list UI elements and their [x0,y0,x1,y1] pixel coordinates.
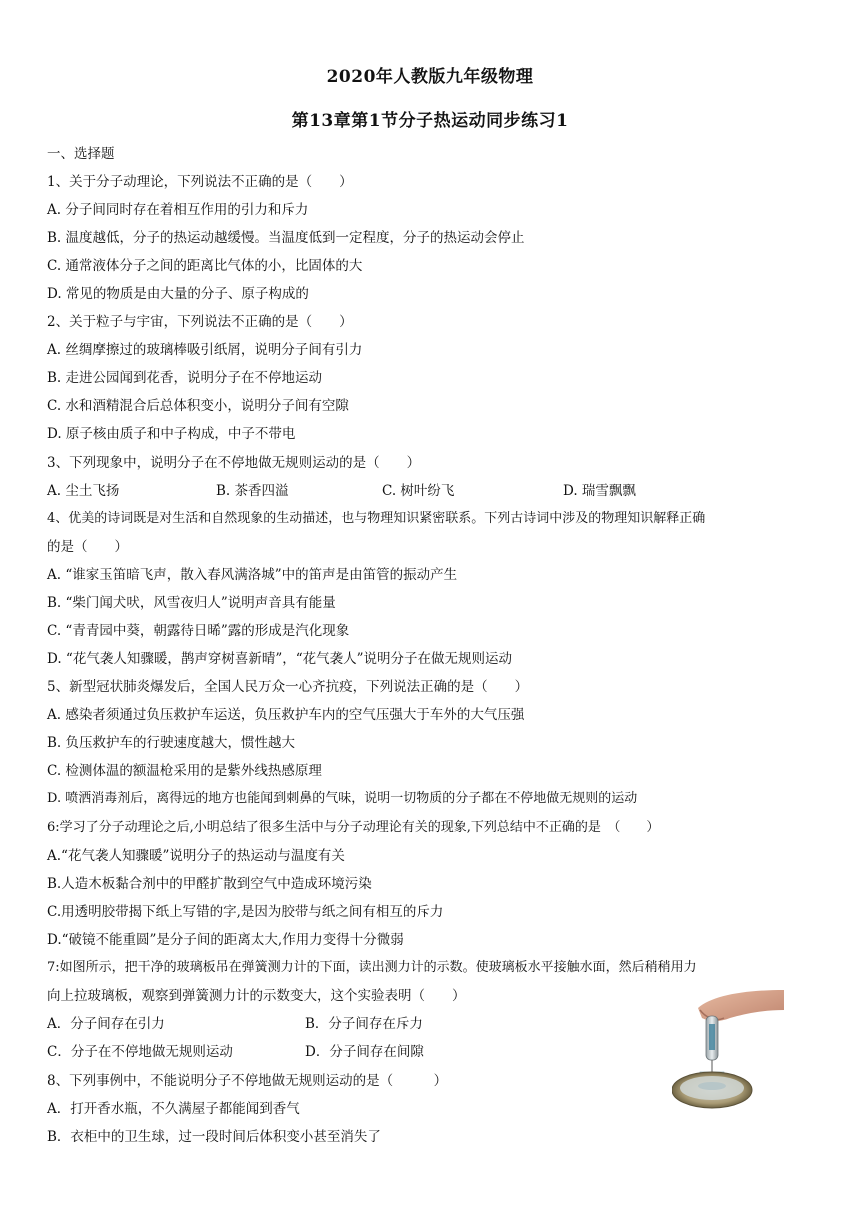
document-title: 2020年人教版九年级物理 [326,67,534,87]
question-8-option-b: B．衣柜中的卫生球，过一段时间后体积变小甚至消失了 [47,1129,381,1145]
question-1-option-c: C. 通常液体分子之间的距离比气体的小，比固体的大 [47,258,363,274]
question-1-option-a: A. 分子间同时存在着相互作用的引力和斥力 [47,202,309,218]
section-heading: 一、选择题 [47,146,115,162]
question-7-option-c: C．分子在不停地做无规则运动 [47,1044,233,1060]
question-4-stem-line2: 的是（ ） [47,539,128,555]
question-4-option-d: D. “花气袭人知骤暖，鹊声穿树喜新晴”，“花气袭人”说明分子在做无规则运动 [47,651,513,667]
question-6-option-d: D.“破镜不能重圆”是分子间的距离太大,作用力变得十分微弱 [47,932,404,948]
question-8-stem: 8、下列事例中，不能说明分子不停地做无规则运动的是（ ） [47,1073,448,1089]
question-6-stem: 6:学习了分子动理论之后,小明总结了很多生活中与分子动理论有关的现象,下列总结中不正确的是 （ ） [47,820,660,835]
question-3-option-a: A. 尘土飞扬 [47,483,120,499]
question-5-option-d: D. 喷洒消毒剂后，离得远的地方也能闻到刺鼻的气味，说明一切物质的分子都在不停地做无规则的运动 [47,791,638,806]
question-6-option-b: B.人造木板黏合剂中的甲醛扩散到空气中造成环境污染 [47,876,372,892]
question-7-stem-line2: 向上拉玻璃板，观察到弹簧测力计的示数变大，这个实验表明（ ） [47,988,466,1004]
question-4-stem-line1: 4、优美的诗词既是对生活和自然现象的生动描述，也与物理知识紧密联系。下列古诗词中涉及的物理知识解释正确 [47,511,706,526]
question-2-option-b: B. 走进公园闻到花香，说明分子在不停地运动 [47,370,323,386]
question-2-stem: 2、关于粒子与宇宙，下列说法不正确的是（ ） [47,314,353,330]
question-3-stem: 3、下列现象中，说明分子在不停地做无规则运动的是（ ） [47,455,421,471]
question-3-option-c: C. 树叶纷飞 [382,483,455,499]
question-1-option-b: B. 温度越低，分子的热运动越缓慢。当温度低到一定程度，分子的热运动会停止 [47,230,525,246]
question-2-option-a: A. 丝绸摩擦过的玻璃棒吸引纸屑，说明分子间有引力 [47,342,363,358]
question-2-option-d: D. 原子核由质子和中子构成，中子不带电 [47,426,296,442]
question-3-option-d: D. 瑞雪飘飘 [563,483,636,499]
question-5-option-a: A. 感染者须通过负压救护车运送，负压救护车内的空气压强大于车外的大气压强 [47,707,525,723]
question-5-stem: 5、新型冠状肺炎爆发后，全国人民万众一心齐抗疫，下列说法正确的是（ ） [47,679,529,695]
question-5-option-c: C. 检测体温的额温枪采用的是紫外线热感原理 [47,763,322,779]
question-2-option-c: C. 水和酒精混合后总体积变小，说明分子间有空隙 [47,398,349,414]
question-1-stem: 1、关于分子动理论，下列说法不正确的是（ ） [47,174,353,190]
question-8-option-a: A．打开香水瓶，不久满屋子都能闻到香气 [47,1101,300,1117]
question-7-option-b: B．分子间存在斥力 [305,1016,423,1032]
question-6-option-c: C.用透明胶带揭下纸上写错的字,是因为胶带与纸之间有相互的斥力 [47,904,444,920]
question-7-option-a: A．分子间存在引力 [47,1016,165,1032]
spring-scale-experiment-illustration [672,988,784,1118]
question-4-option-c: C. “青青园中葵，朝露待日晞”露的形成是汽化现象 [47,623,350,639]
document-subtitle: 第13章第1节分子热运动同步练习1 [291,111,569,131]
question-3-option-b: B. 茶香四溢 [216,483,289,499]
question-4-option-b: B. “柴门闻犬吠，风雪夜归人”说明声音具有能量 [47,595,336,611]
question-7-option-d: D．分子间存在间隙 [305,1044,424,1060]
spring-scale-experiment-figure [672,988,784,1118]
question-4-option-a: A. “谁家玉笛暗飞声，散入春风满洛城”中的笛声是由笛管的振动产生 [47,567,458,583]
question-5-option-b: B. 负压救护车的行驶速度越大，惯性越大 [47,735,296,751]
question-6-option-a: A.“花气袭人知骤暖”说明分子的热运动与温度有关 [47,848,345,864]
question-7-stem-line1: 7:如图所示，把干净的玻璃板吊在弹簧测力计的下面，读出测力计的示数。使玻璃板水平接触水面，然后稍稍用力 [47,960,697,975]
question-1-option-d: D. 常见的物质是由大量的分子、原子构成的 [47,286,309,302]
